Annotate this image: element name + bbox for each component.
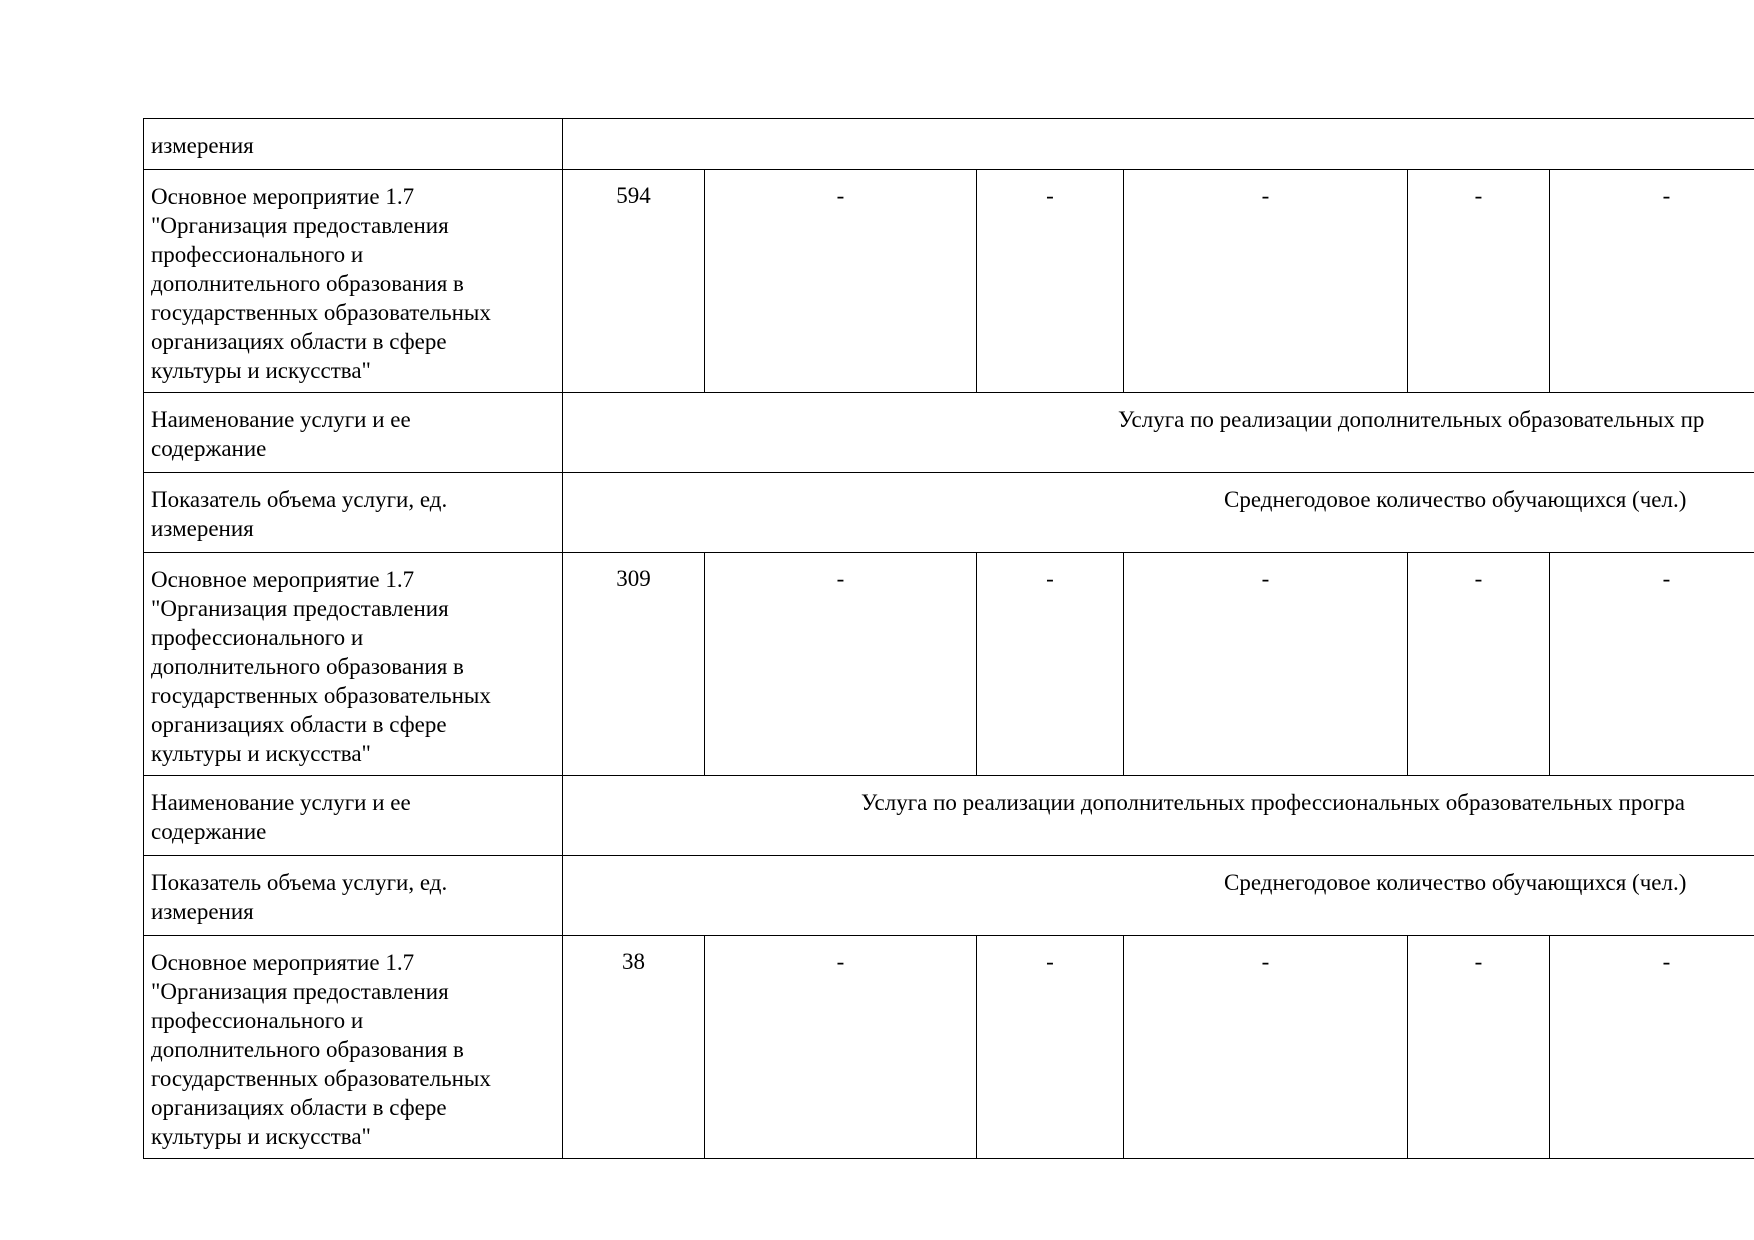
- table-row: [144, 119, 1754, 170]
- dash-cell: [1408, 936, 1550, 1159]
- indicator-label-cell: [144, 856, 563, 936]
- value-cell: [563, 170, 705, 393]
- activity-label: Основное мероприятие 1.7 "Организация предоставления профессионального и дополнительного образования в государственных образовательных организациях области в сфере культуры и искусства": [151, 567, 491, 766]
- empty-span-cell: [563, 119, 1754, 170]
- service-label-cell: [144, 393, 563, 473]
- indicator-label-cell: [144, 473, 563, 553]
- row-label-cell: [144, 119, 563, 170]
- table-row: [144, 473, 1754, 553]
- value-cell: [563, 553, 705, 776]
- dash-value: -: [1474, 183, 1483, 208]
- dash-value: -: [1474, 566, 1483, 591]
- dash-value: -: [1261, 949, 1270, 974]
- dash-cell: [977, 553, 1124, 776]
- indicator-label: Показатель объема услуги, ед. измерения: [151, 870, 448, 924]
- table-row: [144, 856, 1754, 936]
- dash-cell: [1550, 936, 1754, 1159]
- table-row: [144, 936, 1754, 1159]
- dash-cell: [1550, 170, 1754, 393]
- dash-value: -: [1662, 183, 1671, 208]
- table-row: [144, 393, 1754, 473]
- row-label: измерения: [151, 133, 254, 158]
- table-row: [144, 170, 1754, 393]
- service-text: Услуга по реализации дополнительных образовательных пр: [1118, 407, 1705, 432]
- dash-value: -: [836, 949, 845, 974]
- dash-cell: [1124, 170, 1408, 393]
- activity-label-cell: [144, 170, 563, 393]
- dash-value: -: [1046, 566, 1054, 591]
- data-table: [143, 118, 1754, 1159]
- dash-value: -: [1046, 949, 1054, 974]
- activity-label-cell: [144, 553, 563, 776]
- dash-value: -: [836, 566, 845, 591]
- table-row: [144, 776, 1754, 856]
- dash-cell: [1124, 553, 1408, 776]
- dash-cell: [1550, 553, 1754, 776]
- dash-cell: [1408, 170, 1550, 393]
- activity-label: Основное мероприятие 1.7 "Организация предоставления профессионального и дополнительного образования в государственных образовательных организациях области в сфере культуры и искусства": [151, 184, 491, 383]
- dash-value: -: [1261, 566, 1270, 591]
- service-text-cell: [563, 776, 1754, 856]
- indicator-text: Среднегодовое количество обучающихся (чел.): [1224, 487, 1687, 512]
- value-cell: [563, 936, 705, 1159]
- dash-cell: [977, 936, 1124, 1159]
- activity-value: 309: [616, 566, 651, 591]
- activity-value: 594: [616, 183, 651, 208]
- indicator-text-cell: [563, 473, 1754, 553]
- activity-label-cell: [144, 936, 563, 1159]
- indicator-label: Показатель объема услуги, ед. измерения: [151, 487, 448, 541]
- dash-value: -: [1662, 566, 1671, 591]
- service-label: Наименование услуги и ее содержание: [151, 407, 411, 461]
- indicator-text-cell: [563, 856, 1754, 936]
- activity-value: 38: [622, 949, 645, 974]
- dash-value: -: [1261, 183, 1270, 208]
- dash-cell: [977, 170, 1124, 393]
- activity-label: Основное мероприятие 1.7 "Организация предоставления профессионального и дополнительного образования в государственных образовательных организациях области в сфере культуры и искусства": [151, 950, 491, 1149]
- dash-cell: [1124, 936, 1408, 1159]
- dash-value: -: [1474, 949, 1483, 974]
- dash-cell: [705, 936, 977, 1159]
- service-text-cell: [563, 393, 1754, 473]
- service-label: Наименование услуги и ее содержание: [151, 790, 411, 844]
- dash-cell: [705, 553, 977, 776]
- table-row: [144, 553, 1754, 776]
- service-text: Услуга по реализации дополнительных профессиональных образовательных програ: [861, 790, 1685, 815]
- dash-value: -: [1046, 183, 1054, 208]
- dash-value: -: [836, 183, 845, 208]
- dash-value: -: [1662, 949, 1671, 974]
- dash-cell: [1408, 553, 1550, 776]
- service-label-cell: [144, 776, 563, 856]
- indicator-text: Среднегодовое количество обучающихся (чел.): [1224, 870, 1687, 895]
- dash-cell: [705, 170, 977, 393]
